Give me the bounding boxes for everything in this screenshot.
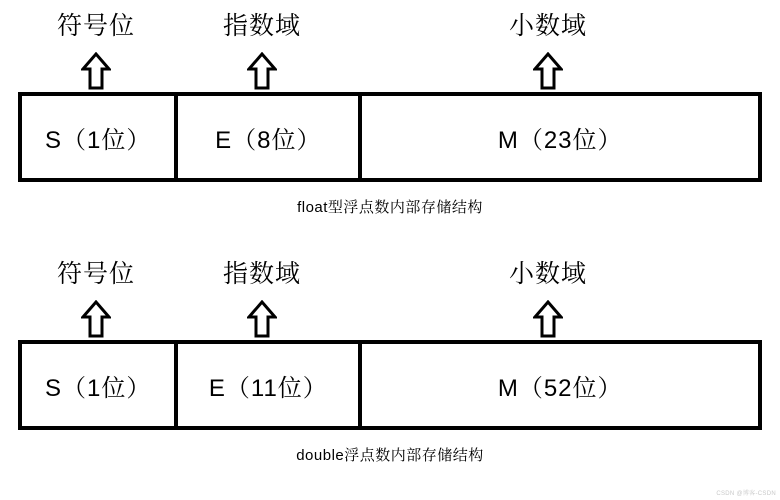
arrow-up-mantissa-icon [533,52,563,90]
double-bit-layout-bar [18,340,762,430]
double-label-row [0,248,780,300]
label-mantissa-field: 小数域 [508,12,588,40]
float-label-row [0,0,780,52]
float-storage-diagram [0,0,780,217]
label-exponent-field: 指数域 [222,12,302,40]
double-cell-exponent: E（11位） [178,344,362,426]
double-storage-diagram [0,248,780,465]
label-mantissa-field: 小数域 [508,260,588,288]
float-cell-sign: S（1位） [22,96,178,178]
watermark: CSDN @博客-CSDN [716,491,776,497]
float-caption: float型浮点数内部存储结构 [297,199,483,216]
double-caption: double浮点数内部存储结构 [296,447,484,464]
arrow-up-mantissa-icon [533,300,563,338]
label-exponent-field: 指数域 [222,260,302,288]
double-cell-mantissa: M（52位） [497,374,623,402]
arrow-up-sign-bit-icon [81,300,111,338]
label-sign-bit: 符号位 [56,12,136,40]
double-cell-sign: S（1位） [22,344,178,426]
arrow-up-exponent-icon [247,300,277,338]
float-cell-mantissa: M（23位） [497,126,623,154]
float-bit-layout-bar [18,92,762,182]
label-sign-bit: 符号位 [56,260,136,288]
float-arrow-row [0,52,780,92]
float-cell-exponent: E（8位） [178,96,362,178]
arrow-up-exponent-icon [247,52,277,90]
double-arrow-row [0,300,780,340]
arrow-up-sign-bit-icon [81,52,111,90]
